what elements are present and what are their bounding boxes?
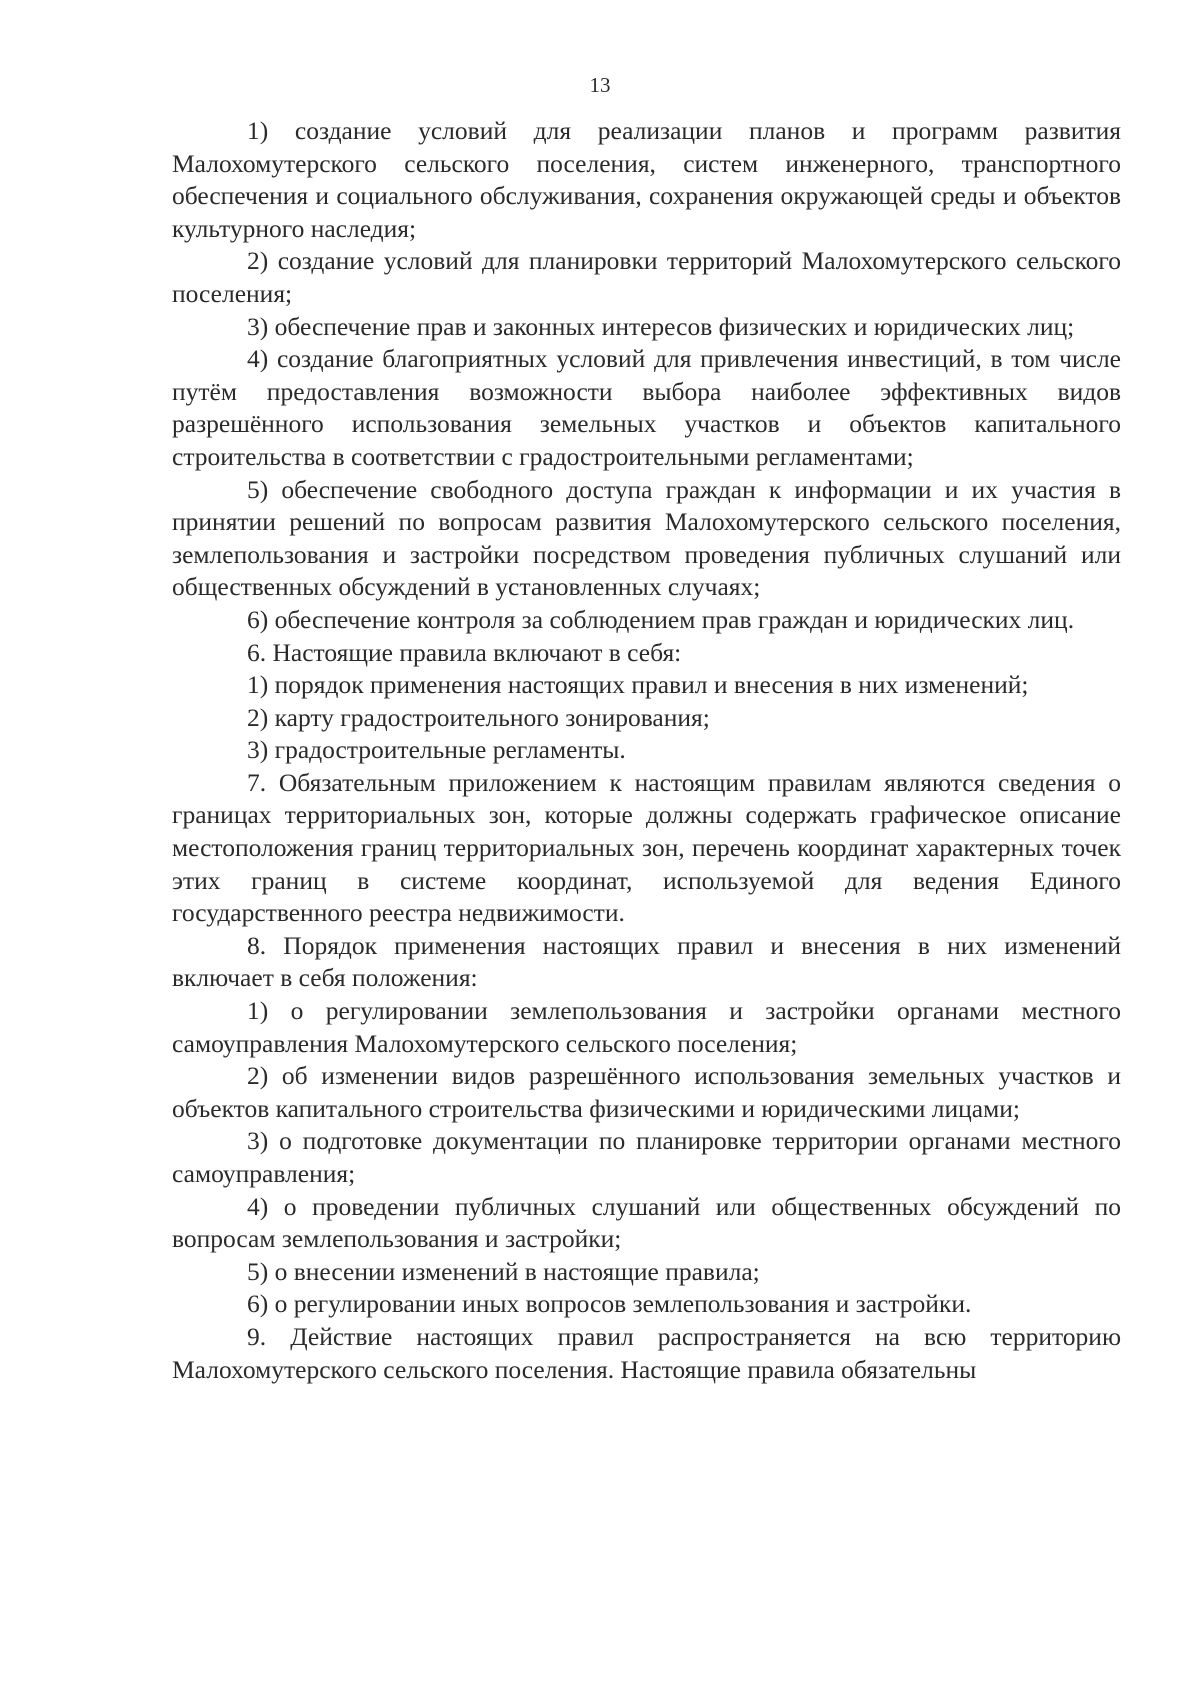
paragraph-section-8-item-6: 6) о регулировании иных вопросов землепользования и застройки.: [247, 1289, 972, 1319]
paragraph-section-6-item-2: 2) карту градостроительного зонирования;: [247, 702, 710, 732]
paragraph-goal-1: 1) создание условий для реализации планов и программ развития Малохомутерского сельского поселения, систем инженерного, транспортного обеспечения и социального обслуживания, сохранения окружающей среды и объектов культурного наследия;: [172, 116, 1121, 243]
paragraph-section-8-item-2: 2) об изменении видов разрешённого использования земельных участков и объектов капитального строительства физическими и юридическими лицами;: [172, 1061, 1121, 1123]
paragraph-section-9: 9. Действие настоящих правил распространяется на всю территорию Малохомутерского сельского поселения. Настоящие правила обязательны: [172, 1321, 1121, 1384]
paragraph-section-8-item-1: 1) о регулировании землепользования и застройки органами местного самоуправления Малохомутерского сельского поселения;: [172, 996, 1121, 1058]
paragraph-section-8-item-5: 5) о внесении изменений в настоящие правила;: [247, 1256, 760, 1286]
paragraph-goal-6: 6) обеспечение контроля за соблюдением прав граждан и юридических лиц.: [247, 604, 1075, 634]
paragraph-goal-4: 4) создание благоприятных условий для привлечения инвестиций, в том числе путём предоставления возможности выбора наиболее эффективных видов разрешённого использования земельных участков и объектов капитального строительства в соответствии с градостроительными регламентами;: [172, 344, 1121, 471]
paragraph-goal-5: 5) обеспечение свободного доступа граждан к информации и их участия в принятии решений по вопросам развития Малохомутерского сельского поселения, землепользования и застройки посредством проведения публичных слушаний или общественных обсуждений в установленных случаях;: [172, 474, 1121, 602]
document-body: [172, 115, 1121, 1386]
paragraph-section-6-item-1: 1) порядок применения настоящих правил и внесения в них изменений;: [247, 670, 1029, 700]
paragraph-section-8: 8. Порядок применения настоящих правил и внесения в них изменений включает в себя положения:: [172, 930, 1121, 993]
paragraph-section-8-item-4: 4) о проведении публичных слушаний или общественных обсуждений по вопросам землепользования и застройки;: [172, 1191, 1121, 1254]
paragraph-section-8-item-3: 3) о подготовке документации по планировке территории органами местного самоуправления;: [172, 1126, 1121, 1188]
paragraph-section-6-item-3: 3) градостроительные регламенты.: [247, 735, 626, 765]
page-number: 13: [589, 73, 611, 97]
paragraph-goal-3: 3) обеспечение прав и законных интересов физических и юридических лиц;: [247, 311, 1075, 341]
paragraph-goal-2: 2) создание условий для планировки территорий Малохомутерского сельского поселения;: [172, 246, 1121, 308]
paragraph-section-7: 7. Обязательным приложением к настоящим правилам являются сведения о границах территориальных зон, которые должны содержать графическое описание местоположения границ территориальных зон, перечень координат характерных точек этих границ в системе координат, используемой для ведения Единого государственного реестра недвижимости.: [172, 767, 1121, 928]
paragraph-section-6: 6. Настоящие правила включают в себя:: [247, 637, 682, 667]
